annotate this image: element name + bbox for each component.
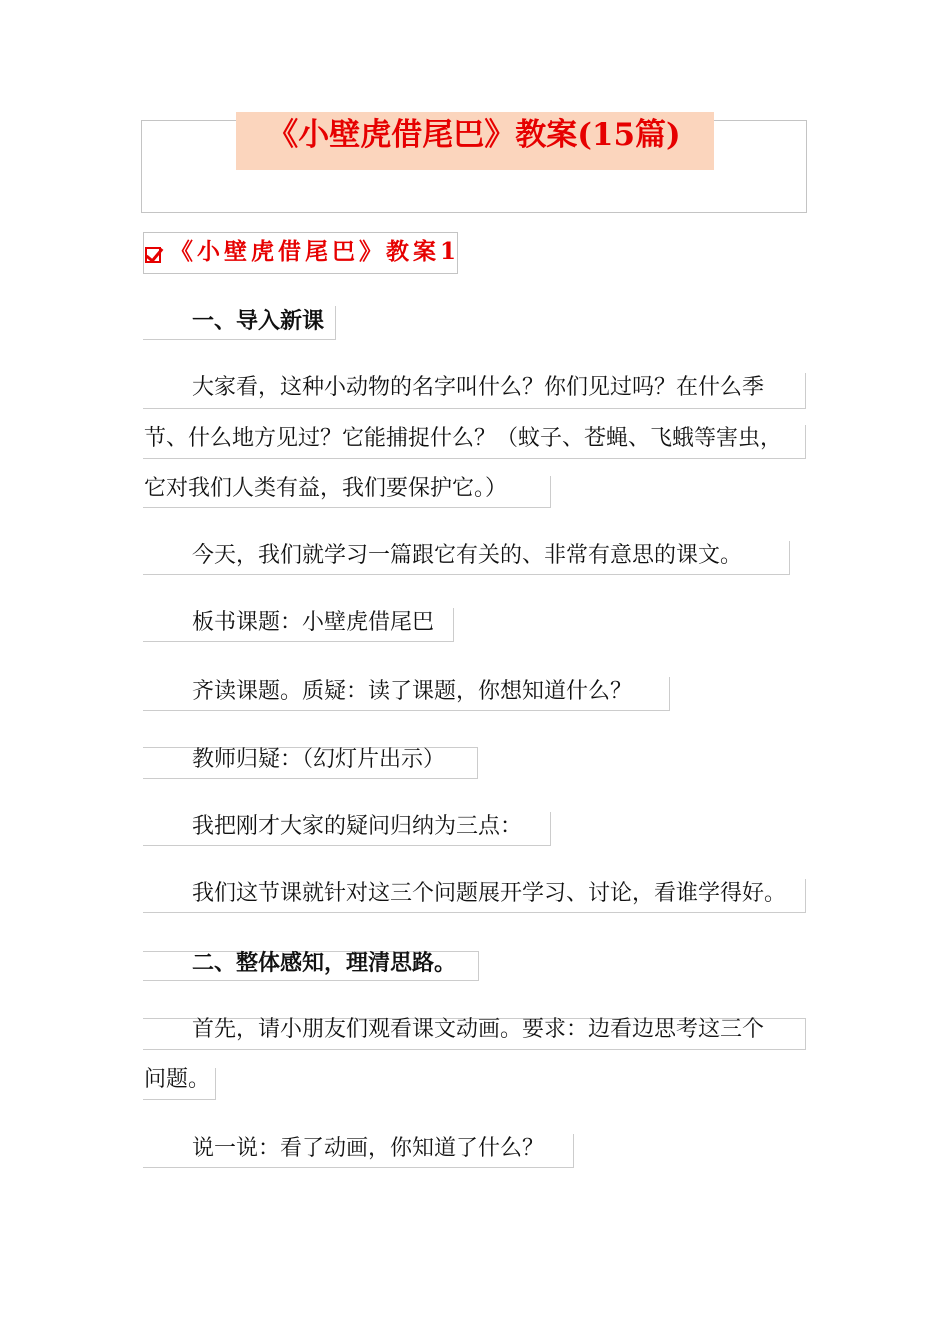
document-title: 《小壁虎借尾巴》教案(15篇) <box>267 117 681 153</box>
paragraph-text: 今天，我们就学习一篇跟它有关的、非常有意思的课文。 <box>192 543 743 568</box>
heading-intro: 一、导入新课 <box>192 308 325 334</box>
paragraph-text: 问题。 <box>144 1067 211 1092</box>
section-title: 《小壁虎借尾巴》教案1 <box>170 238 461 265</box>
heading-overview: 二、整体感知，理清思路。 <box>192 950 457 976</box>
paragraph-text: 节、什么地方见过？它能捕捉什么？（蚊子、苍蝇、飞蛾等害虫， <box>144 426 783 451</box>
paragraph-text: 教师归疑：（幻灯片出示） <box>192 747 446 772</box>
paragraph-text: 板书课题：小壁虎借尾巴 <box>192 610 435 635</box>
paragraph-text: 齐读课题。质疑：读了课题，你想知道什么？ <box>192 679 633 704</box>
paragraph-text: 我们这节课就针对这三个问题展开学习、讨论，看谁学得好。 <box>192 881 787 906</box>
paragraph-text: 大家看，这种小动物的名字叫什么？你们见过吗？在什么季 <box>192 375 765 400</box>
paragraph-text: 首先，请小朋友们观看课文动画。要求：边看边思考这三个 <box>192 1017 765 1042</box>
paragraph-text: 它对我们人类有益，我们要保护它。） <box>144 476 508 501</box>
checkbox-icon <box>145 247 161 263</box>
paragraph-text: 我把刚才大家的疑问归纳为三点： <box>192 814 523 839</box>
paragraph-text: 说一说：看了动画，你知道了什么？ <box>192 1136 545 1161</box>
